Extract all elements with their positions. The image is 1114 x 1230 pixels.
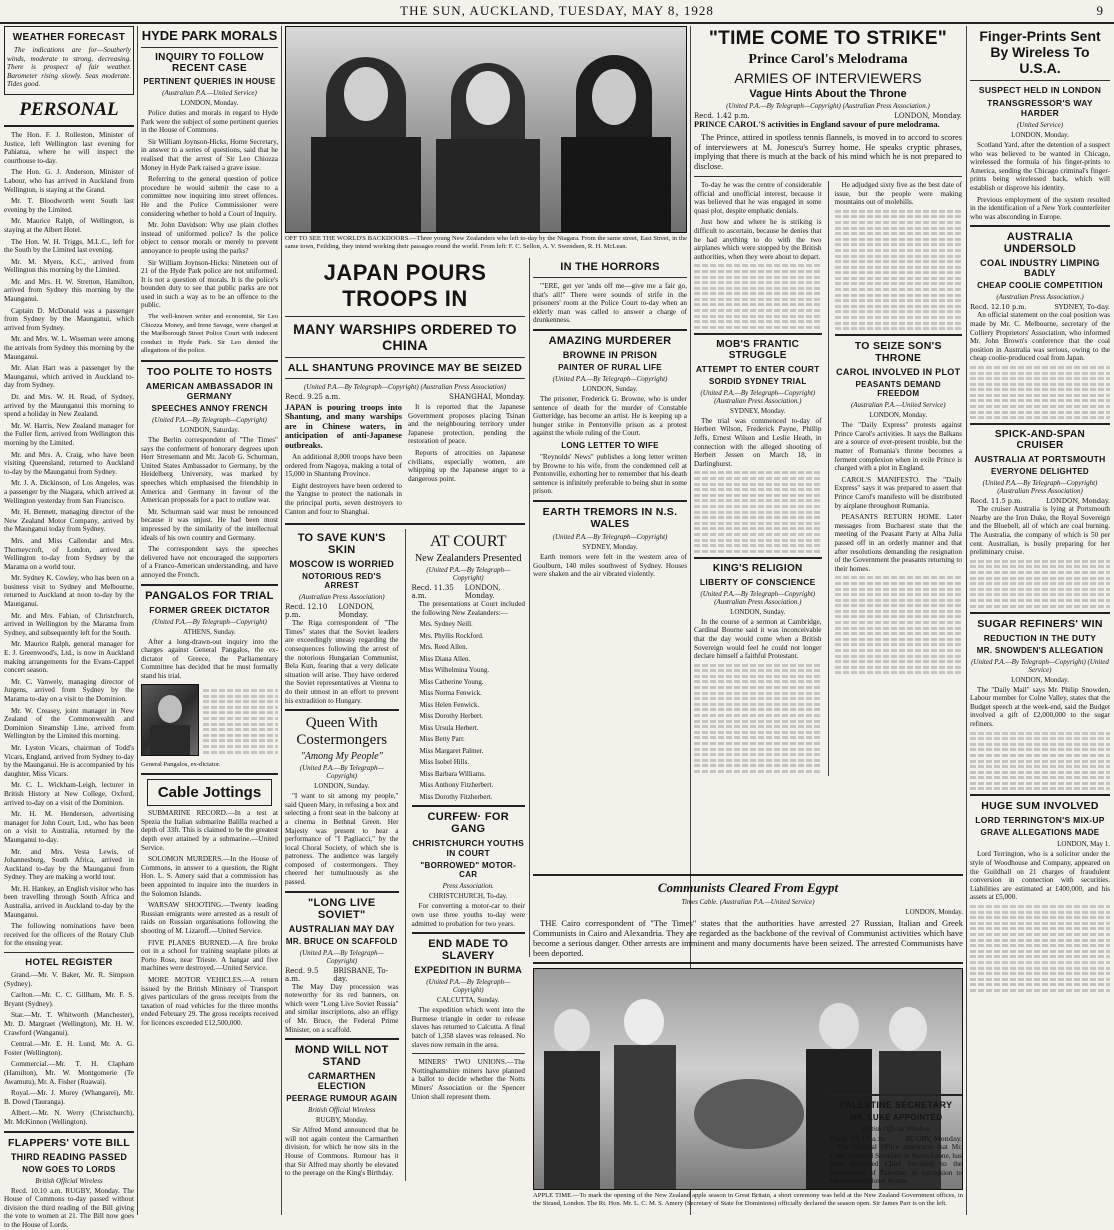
top-photo-block xyxy=(285,26,687,251)
flappers-credit: British Official Wireless xyxy=(35,1176,103,1185)
queen-credit: (United P.A.—By Telegraph—Copyright) xyxy=(299,764,384,781)
murderer-title: AMAZING MURDERER xyxy=(548,334,672,347)
sugar-text: The "Daily Mail" says Mr. Philip Snowden, Labour member for Colne Valley, states that the Budget speech at the week-end, said the Budget involved a gift of £2,000,000 to the sugar refiners. xyxy=(970,685,1110,728)
personal-item: Mr. Alan Hart was a passenger by the Maunganui, which arrived in Auckland to-day from Sydney. xyxy=(4,364,134,390)
palestine-article xyxy=(830,1090,962,1189)
personal-item: Mr. H. Hankey, an English visitor who has been travelling through South Africa and Australia, arrived in Auckland to-day by the Maunganui. xyxy=(4,884,134,919)
court-name: Miss Betty Parr. xyxy=(419,735,465,744)
personal-item: Mr. Maurice Ralph, general manager for E. J. Greenwood's, Ltd., is now in Auckland making arrangements for the Evans-Cappel concert season. xyxy=(4,640,134,675)
court-name: Mrs. Sydney Neill. xyxy=(419,620,473,629)
court-name: Miss Wilhelmina Young. xyxy=(419,666,490,675)
cruiser-recd: Recd. 11.5 p.m. xyxy=(970,497,1023,506)
hyde-paragraph: Sir William Joynson-Hicks, Home Secretary, in answer to a series of questions, said that he realised that the arrest of Sir Leo Chiozza Money in Hyde Park raised a grave issue. xyxy=(141,137,278,172)
palestine-credit: British Official Wireless xyxy=(862,1125,930,1133)
finger-dateline: LONDON, Monday. xyxy=(1011,131,1069,139)
mob-title: MOB'S FRANTIC STRUGGLE xyxy=(716,338,800,361)
jotting-item: SOLOMON MURDERS.—In the House of Commons, in answer to a question, the Right Hon. L. S. Amery said that a commission has been appointed to inquire into the murders in the Solomon Islands. xyxy=(141,855,278,898)
personal-item: Mr. and Mrs. W. L. Wiseman were among the arrivals from Sydney this morning by the Maunganui. xyxy=(4,335,134,361)
japan-dateline: SHANGHAI, Monday. xyxy=(449,393,525,401)
queen-dateline: LONDON, Sunday. xyxy=(314,782,370,791)
earth-title: EARTH TREMORS IN N.S. WALES xyxy=(542,505,678,530)
sugar-dateline: LONDON, Monday. xyxy=(1011,675,1069,684)
curfew-dateline: CHRISTCHURCH, To-day. xyxy=(429,892,508,901)
carol-title: TO SEIZE SON'S THRONE xyxy=(854,340,942,365)
japan-recd: Recd. 9.25 a.m. xyxy=(285,393,341,401)
flappers-text: Recd. 10.10 a.m. RUGBY, Monday. The House of Commons to-day passed without division the third reading of the Bill giving the vote to women at 21. The Bill now goes to the House of Lords. xyxy=(4,1186,134,1229)
sugar-title: SUGAR REFINERS' WIN xyxy=(977,617,1103,630)
mond-text: Sir Alfred Mond announced that he will not again contest the Carmarthen division, for which he now sits in the House of Commons. Rumour has it that Sir Alfred may shortly be elevated to the peerage on the King's Birthday. xyxy=(285,1126,399,1178)
slavery-dateline: CALCUTTA, Sunday. xyxy=(436,996,500,1005)
sugar-credit: (United P.A.—By Telegraph—Copyright) (United Service) xyxy=(971,657,1109,674)
king-text: In the course of a sermon at Cambridge, Cardinal Bourne said it was inconceivable that the day would come when a British Sovereign would feel he could not longer declare himself a faithful Protestant. xyxy=(694,617,822,661)
finger-paragraph: Scotland Yard, after the detention of a suspect who was believed to be wanted in Chicago, wirelessed the formula of his finger-prints to America, sending the Chicago criminal's finger-prints being wirelessed back, which will establish or disprove his identity. xyxy=(970,141,1110,192)
carol-paragraph: PEASANTS RETURN HOME. Later messages from Bucharest state that the meeting of the Peasant Party at Alba Julia passed off in an orderly manner and that after resolutions demanding the resignation of the Government the peasants returning to their homes. xyxy=(834,513,962,573)
palestine-dateline: RUGBY, Monday. xyxy=(905,1135,962,1143)
murderer-text: The prisoner, Frederick G. Browne, who is under sentence of death for the murder of Constable Gutteridge, has become an artist. He is keeping up a hunger strike in Pentonville prison as a protest against the whole ruling of the Court. xyxy=(533,394,687,438)
time-come-article xyxy=(694,26,962,866)
personal-item: Captain D. McDonald was a passenger from Sydney by the Maunganui, which arrived from Sydney. xyxy=(4,306,134,332)
king-sub: LIBERTY OF CONSCIENCE xyxy=(699,576,816,587)
personal-item: Mr. Sydney K. Cowley, who has been on a business visit to Sydney and Melbourne, returned to Auckland at noon to-day by the Maunganui. xyxy=(4,574,134,609)
jotting-item: SUBMARINE RECORD.—In a test at Spezia the Italian submarine Balilla reached a depth of 33ft. This is claimed to be the greatest depth ever attained by a submarine.—United Service. xyxy=(141,809,278,852)
huge-text: Lord Terrington, who is a solicitor under the style of Woodhouse and Company, appeared on the Guildhall on 21 charges of fraudulent conversion in connection with securities. Liabilities are estimated at £400,000, and his assets at £5,000. xyxy=(970,850,1110,902)
miners-text: MINERS' TWO UNIONS.—The Nottinghamshire miners have planned a ballot to decide whether the Notts Miners' Association or the Spencer Union shall represent them. xyxy=(411,1058,525,1101)
top-photo-caption: OFF TO SEE THE WORLD'S BACKDOORS.—Three young New Zealanders who left to-day by the Niagara. From the same street, East Street, in the same town, Feilding, they intend working their passages round the world. From left: F. C. Sellon, A. V. Swendsen, R. H. McLean. xyxy=(285,235,687,250)
aus-text: An official statement on the coal position was made by Mr. C. Melbourne, secretary of the Colliery Proprietors' Association, who informed Mr. John Brown's conference that the coal position in Australia was serious, owing to the cheap coolie-produced coal from Japan. xyxy=(970,311,1110,363)
horrors-title: IN THE HORRORS xyxy=(560,261,660,273)
personal-item: Mr. H. Bennett, managing director of the New Zealand Motor Company, arrived by the Maunganui today from Sydney. xyxy=(4,508,134,534)
slavery-text: The expedition which went into the Burmese triangle in order to release slaves has returned to Calcutta. A final batch of 1,358 slaves was released. No slaves now remain in the area. xyxy=(411,1006,525,1049)
time-lead: PRINCE CAROL'S activities in England savour of pure melodrama. xyxy=(694,120,940,129)
murderer-sub2: PAINTER OF RURAL LIFE xyxy=(558,362,662,372)
polite-title: TOO POLITE TO HOSTS xyxy=(146,366,273,379)
japan-paragraph: An additional 8,000 troops have been ordered from Nagoya, making a total of 15,000 in Shantung Province. xyxy=(285,453,402,479)
time-paragraph: To-day he was the centre of considerable official and unofficial interest, because it was believed that he was engaged in some quasi plot, despite emphatic denials. xyxy=(694,180,822,215)
masthead-title: THE SUN, AUCKLAND, TUESDAY, MAY 8, 1928 xyxy=(400,3,714,18)
flappers-title: FLAPPERS' VOTE BILL xyxy=(8,1136,130,1149)
hyde-sub2: PERTINENT QUERIES IN HOUSE xyxy=(143,77,276,86)
time-sub2: ARMIES OF INTERVIEWERS xyxy=(734,70,922,86)
polite-sub: AMERICAN AMBASSADOR IN GERMANY xyxy=(145,381,274,402)
court-name: Miss Anthony Fitzherbert. xyxy=(419,781,494,790)
finger-title: Finger-Prints Sent By Wireless To U.S.A. xyxy=(979,28,1101,76)
aus-recd: Recd. 12.10 p.m. xyxy=(970,303,1027,312)
column-rule xyxy=(137,26,138,1215)
communists-credit: Times Cable. (Australian P.A.—United Service) xyxy=(681,898,815,906)
court-name: Miss Isobel Hills. xyxy=(419,758,470,767)
hotel-entry: Carlton.—Mr. C. C. Gillham, Mr. F. S. Bryant (Sydney). xyxy=(4,991,134,1008)
hyde-dateline: LONDON, Monday. xyxy=(180,99,239,107)
cable-jottings-title: Cable Jottings xyxy=(157,784,262,802)
court-name: Mrs. Phyllis Rockford. xyxy=(419,631,484,640)
japan-paragraph: Reports of atrocities on Japanese civilians, especially women, are whipping up the Japanese anger to a dangerous point. xyxy=(408,448,525,483)
polite-paragraph: The Berlin correspondent of "The Times" says the conferment of honorary degrees upon Herr Stresemann and Mr. Jacob G. Schurman, United States Ambassador to Germany, by the Heidelberg University, was marked by speeches which emphasised the friendship in America and Germany in favour of the American proposals for a pact to outlaw war. xyxy=(141,436,278,505)
letter-text: "Reynolds' News" publishes a long letter written by Browne to his wife, from the condemned cell at Pentonville, exhorting her to remember that his death sentence is infinitely preferable to being shut in some prison. xyxy=(533,452,687,496)
column-1 xyxy=(4,26,134,1229)
time-title: "TIME COME TO STRIKE" xyxy=(708,28,948,49)
personal-item: Mr. and Mrs. H. W. Stretton, Hamilton, arrived from Sydney this morning by the Maunganui. xyxy=(4,277,134,304)
huge-dateline: LONDON, May 1. xyxy=(1057,840,1110,849)
personal-item: The Hon. W. H. Triggs, M.L.C., left for the South by the Limited last evening. xyxy=(4,237,134,255)
pangalos-portrait xyxy=(141,684,199,756)
japan-credit: (United P.A.—By Telegraph—Copyright) (Australian Press Association) xyxy=(303,383,507,391)
column-rule xyxy=(281,26,282,1215)
weather-title: WEATHER FORECAST xyxy=(12,32,126,43)
carol-sub: CAROL INVOLVED IN PLOT xyxy=(836,367,961,378)
hotel-entry: Central.—Mr. E. H. Lund, Mr. A. G. Foster (Wellington). xyxy=(4,1040,134,1057)
jotting-item: FIVE PLANES BURNED.—A fire broke out in a school for training seaplane pilots at Porto Rose, near Trieste. A hangar and five machines were destroyed.—United Service. xyxy=(141,938,278,973)
sugar-sub2: MR. SNOWDEN'S ALLEGATION xyxy=(976,645,1104,655)
carol-sub2: PEASANTS DEMAND FREEDOM xyxy=(855,380,941,399)
huge-title: HUGE SUM INVOLVED xyxy=(981,800,1099,813)
personal-item: Mr. Lyston Vicars, chairman of Todd's Vicars, England, arrived from Sydney to-day by the Maunganui. He is accompanied by his daughter, Miss Vicars. xyxy=(4,743,134,778)
kun-recd: Recd. 12.10 p.m. xyxy=(285,603,328,620)
court-recd: Recd. 11.35 a.m. xyxy=(411,584,454,601)
earth-dateline: SYDNEY, Monday. xyxy=(582,542,638,551)
court-name: Miss Margaret Palmer. xyxy=(419,746,484,755)
court-dateline: LONDON, Monday. xyxy=(464,584,501,601)
aus-credit: (Australian Press Association.) xyxy=(996,293,1084,302)
soviet-text: The May Day procession was noteworthy for its red banners, on which were "Long Live Soviet Russia" and similar inscriptions, also an effigy of Mr. Bruce, the Federal Prime Minister, on a scaffold. xyxy=(285,982,399,1034)
pangalos-credit: (United P.A.—By Telegraph—Copyright) xyxy=(152,617,267,626)
column-3 xyxy=(285,258,525,1215)
time-paragraph: The Prince, attired in spotless tennis flannels, is moved in to accord to scores of interviewers at M. Jonescu's Surrey home. He speaks cryptic phrases, implying that there is much at the back of his mind which he is not prepared to disclose. xyxy=(694,132,962,172)
time-sub3: Vague Hints About the Throne xyxy=(749,88,907,100)
hyde-title: HYDE PARK MORALS xyxy=(141,28,278,43)
hotel-entry: Star.—Mr. T. Whitworth (Manchester), Mr. D. Margraet (Wellington), Mr. H. W. Crawford (Wanganui). xyxy=(4,1011,134,1037)
aus-sub2: CHEAP COOLIE COMPETITION xyxy=(977,281,1103,291)
column-rule xyxy=(966,26,967,1215)
time-credit: (United P.A.—By Telegraph—Copyright) (Australian Press Association.) xyxy=(726,102,930,110)
court-name: Miss Norma Fenwick. xyxy=(419,689,482,698)
flappers-sub2: NOW GOES TO LORDS xyxy=(22,1164,116,1174)
hyde-paragraph: Referring to the general question of police procedure he would submit the case to a committee now inquiring into street offences. He and the Police Commissioner were considering whether to hold a Court of Inquiry. xyxy=(141,175,278,218)
polite-credit: (United P.A.—By Telegraph—Copyright) xyxy=(152,416,267,425)
soviet-title: "LONG LIVE SOVIET" xyxy=(308,896,376,921)
personal-item: Mrs. and Miss Callendar and Mrs. Thorneycroft, of London, arrived at Wellington to-day from Sydney by the Marama on a world tour. xyxy=(4,536,134,571)
court-title: AT COURT xyxy=(429,533,507,551)
aus-sub: COAL INDUSTRY LIMPING BADLY xyxy=(980,258,1100,279)
mond-title: MOND WILL NOT STAND xyxy=(294,1044,389,1069)
jotting-item: WARSAW SHOOTING.—Twenty leading Russian emigrants were arrested as a result of raids on Russian organisations following the shooting of M. Lizaroff.—United Service. xyxy=(141,901,278,935)
polite-paragraph: The correspondent says the speeches delivered have not encouraged the supporters of a Franco-American understanding, and have annoyed the French. xyxy=(141,545,278,579)
court-name: Miss Barbara Williams. xyxy=(419,769,486,778)
time-recd: Recd. 1.42 p.m. xyxy=(694,112,750,120)
personal-item: The Hon. F. J. Rolleston, Minister of Justice, left Wellington last evening for Pahiatua, where he will inspect the courthouse to-day. xyxy=(4,130,134,165)
finger-credit: (United Service) xyxy=(1016,121,1064,129)
hyde-paragraph: Sir William Joynson-Hicks: Nineteen out of 21 of the Hyde Park police are not uniformed. It is not a question of morals. It is the police's bounden duty to see that public parks are not used in such a way as to be an offence to the public. xyxy=(141,258,278,310)
japan-paragraph: It is reported that the Japanese Government proposes placing Tsinan and the neighbouring territory under Japanese protection, pending the restoration of peace. xyxy=(408,403,525,446)
hyde-paragraph: The well-known writer and economist, Sir Leo Chiozza Money, and Irene Savage, were charged at the Marlborough Street Police Court with indecent conduct in Hyde Park. Sir Leo denied the allegations of the police. xyxy=(141,313,278,355)
personal-item: The Hon. G. J. Anderson, Minister of Labour, who has arrived in Auckland from Wellington, is staying at the Grand. xyxy=(4,168,134,194)
hotel-entry: Royal.—Mr. J. Morey (Whangarei), Mr. B. Dowd (Tauranga). xyxy=(4,1089,134,1106)
curfew-credit: Press Association. xyxy=(442,882,494,891)
aus-title: AUSTRALIA UNDERSOLD xyxy=(1003,231,1077,256)
mob-dateline: SYDNEY, Monday. xyxy=(729,406,786,415)
murderer-sub: BROWNE IN PRISON xyxy=(562,349,658,360)
court-name: Miss Dorothy Fitzherbert. xyxy=(419,792,493,801)
mond-sub2: PEERAGE RUMOUR AGAIN xyxy=(286,1094,398,1104)
column-6 xyxy=(970,26,1110,1215)
cruiser-title: SPICK-AND-SPAN CRUISER xyxy=(994,429,1086,452)
personal-item: Mr. T. Bloodworth went South last evening by the Limited. xyxy=(4,197,134,214)
soviet-sub: AUSTRALIAN MAY DAY xyxy=(288,923,395,934)
hyde-sub: INQUIRY TO FOLLOW RECENT CASE xyxy=(155,52,264,74)
personal-item: Mr. H. M. Henderson, advertising manager for John Court, Ltd., who has been on a visit to Australia, returned by the Maunganui to-day. xyxy=(4,810,134,844)
court-name: Miss Ursula Herbert. xyxy=(419,723,479,732)
personal-item: Dr. and Mrs. W. H. Read, of Sydney, arrived by the Maunganui this morning to spend a holiday in New Zealand. xyxy=(4,393,134,419)
sugar-sub: REDUCTION IN THE DUTY xyxy=(983,632,1097,643)
curfew-text: For converting a motor-car to their own use three youths to-day were admitted to probation for two years. xyxy=(411,902,525,928)
personal-item: Mr. C. Vanwely, managing director of Jurgens, arrived from Sydney by the Marama to-day on a visit to the Dominion. xyxy=(4,677,134,703)
finger-paragraph: Previous employment of the system resulted in the identification of a New York counterfeiter who was absconding in Europe. xyxy=(970,195,1110,221)
japan-sub2: ALL SHANTUNG PROVINCE MAY BE SEIZED xyxy=(287,362,523,374)
hyde-paragraph: Mr. John Davidson: Why use plain clothes instead of uniformed police? Is the police object to censor morals or merely to prevent annoyance to people using the parks? xyxy=(141,221,278,255)
personal-item: Mr. C. L. Wickham-Leigh, lecturer in British History at New College, Oxford, arrived to-day on a visit of the Dominion. xyxy=(4,781,134,807)
murderer-credit: (United P.A.—By Telegraph—Copyright) xyxy=(552,374,668,383)
cruiser-credit: (United P.A.—By Telegraph—Copyright) (Australian Press Association) xyxy=(982,479,1098,496)
court-intro: The presentations at Court included the following New Zealanders:— xyxy=(411,600,525,617)
kun-sub2: NOTORIOUS RED'S ARREST xyxy=(302,572,382,591)
carol-dateline: LONDON, Monday. xyxy=(869,411,928,420)
palestine-title: PALESTINE SECRETARY xyxy=(839,1100,953,1110)
personal-list xyxy=(4,131,134,948)
kun-title: TO SAVE KUN'S SKIN xyxy=(297,532,386,557)
column-2 xyxy=(141,26,278,1215)
polite-sub2: SPEECHES ANNOY FRENCH xyxy=(151,404,268,414)
mob-sub: ATTEMPT TO ENTER COURT xyxy=(695,363,820,374)
horrors-text: "'ERE, get yer 'ands off me—give me a fair go, that's all!" There were sounds of strife in the prisoners' room at the Police Court to-day when an elderly man was called to answer a charge of drunkenness. xyxy=(533,282,687,325)
kun-sub: MOSCOW IS WORRIED xyxy=(289,559,395,570)
personal-item: Mr. and Mrs. A. Craig, who have been visiting Queensland, returned to Auckland to-day by the Maunganui from Sydney. xyxy=(4,450,134,476)
jotting-item: MORE MOTOR VEHICLES.—A return issued by the British Ministry of Transport gives particulars of the gross receipts from the taxation of road vehicles for the three months ended February 29. The gross receipts received for licences exceeded £12,500,000. xyxy=(141,975,278,1027)
personal-item: Mr. W. Creasey, joint manager in New Zealand of the Commonwealth and Dominion Steamship Line, arrived from Wellington by the Limited this morning. xyxy=(4,706,134,741)
cruiser-text: The cruiser Australia is lying at Portsmouth Nearby are the Iron Duke, the Royal Sovereign and the Bluebell, all of which are coal burning. The Australia, the company of which is 50 per cent. Australian, is busily preparing for her preliminary cruise. xyxy=(970,505,1110,557)
pangalos-title: PANGALOS FOR TRIAL xyxy=(145,589,274,602)
polite-dateline: LONDON, Saturday. xyxy=(179,426,240,435)
personal-item: The following nominations have been received for the officers of the Rotary Club for the ensuing year. xyxy=(4,922,134,948)
time-paragraph: Just how and where he is striking is difficult to ascertain, because he denies that he had anything to do with the two airplanes which were stopped by the British authorities, when they were about to depart. xyxy=(694,218,822,261)
mob-credit: (United P.A.—By Telegraph—Copyright) (Australian Press Association.) xyxy=(700,388,816,405)
court-sub: New Zealanders Presented xyxy=(414,553,522,565)
personal-item: Mr. J. A. Dickinson, of Los Angeles, was a passenger by the Niagara, which arrived at Wellington yesterday from San Francisco. xyxy=(4,479,134,505)
mond-credit: British Official Wireless xyxy=(308,1106,376,1115)
soviet-recd: Recd. 9.5 a.m. xyxy=(285,966,319,983)
palestine-text: The Colonial Office announces that Mr. Luke, Colonial Secretary in Sierra Leone, has been appointed Chief Secretary to the Government of Palestine, in succession to Lieutenant-Colonel Symes. xyxy=(830,1143,962,1186)
court-name: Miss Dorothy Herbert. xyxy=(419,712,484,721)
hyde-paragraph: Police duties and morals in regard to Hyde Park were the subject of some pertinent queries in the House of Commons. xyxy=(141,109,278,135)
time-sub: Prince Carol's Melodrama xyxy=(748,52,908,67)
page-number: 9 xyxy=(1096,3,1104,18)
japan-title: JAPAN POURS TROOPS IN xyxy=(323,260,487,311)
time-paragraph: He adjudged sixty five as the best date of issue, but the people were making mountains out of molehills. xyxy=(834,180,962,207)
mond-dateline: RUGBY, Monday. xyxy=(315,1116,368,1125)
curfew-sub2: "BORROWED" MOTOR-CAR xyxy=(420,861,517,880)
cable-jottings-box xyxy=(147,779,272,806)
hotel-entry: Albert.—Mr. N. Werry (Christchurch), Mr. McKinnon (Wellington). xyxy=(4,1109,134,1126)
personal-item: Mr. M. Myers, K.C., arrived from Wellington this morning by the Limited. xyxy=(4,257,134,275)
huge-sub2: GRAVE ALLEGATIONS MADE xyxy=(980,828,1100,838)
personal-item: Mr. and Mrs. Fabian, of Christchurch, arrived in Wellington by the Marama from Sydney, and subsequently left for the South. xyxy=(4,611,134,637)
queen-text: "I want to sit among my people," said Queen Mary, in refusing a box and selecting a front seat in the balcony at a cinema in Bethnal Green. Her Majesty was present to hear a performance of "I Pagliacci," by the local Choral Society, of which she is patroness. The audience was largely composed of costermongers. They cheered her tumultuously as she passed. xyxy=(285,792,399,887)
japan-sub: MANY WARSHIPS ORDERED TO CHINA xyxy=(293,321,517,353)
finger-sub2: TRANSGRESSOR'S WAY HARDER xyxy=(987,98,1093,118)
court-credit: (United P.A.—By Telegraph—Copyright) xyxy=(426,566,511,583)
column-rule xyxy=(529,258,530,957)
earth-text: Earth tremors were felt in the western area of Goulburn, 140 miles southwest of Sydney. Houses were shaken and the air vibrated violently. xyxy=(533,552,687,579)
kun-credit: (Australian Press Association) xyxy=(298,593,385,602)
polite-paragraph: Mr. Schurman said war must be renounced because it was unjust. He had been most impressed by the similarity of the intellectual ideals of his own country and Germany. xyxy=(141,507,278,542)
three-men-photo xyxy=(285,26,687,233)
court-name: Mrs. Reed Allen. xyxy=(419,643,468,652)
kun-dateline: LONDON, Monday. xyxy=(338,603,375,620)
murderer-dateline: LONDON, Sunday. xyxy=(582,384,638,393)
letter-title: LONG LETTER TO WIFE xyxy=(561,440,659,450)
king-dateline: LONDON, Sunday. xyxy=(730,607,786,616)
soviet-sub2: MR. BRUCE ON SCAFFOLD xyxy=(285,936,398,946)
column-4 xyxy=(533,258,687,957)
court-name: Miss Catherine Young. xyxy=(419,677,484,686)
soviet-credit: (United P.A.—By Telegraph—Copyright) xyxy=(299,948,384,965)
slavery-title: END MADE TO SLAVERY xyxy=(428,938,509,963)
masthead xyxy=(0,0,1114,24)
curfew-sub: CHRISTCHURCH YOUTHS IN COURT xyxy=(412,838,525,859)
huge-sub: LORD TERRINGTON'S MIX-UP xyxy=(975,815,1105,826)
soviet-dateline: BRISBANE, To-day. xyxy=(333,966,388,983)
queen-title: Queen With Costermongers xyxy=(296,715,388,749)
kun-text: The Riga correspondent of "The Times" states that the Soviet leaders are exceedingly uneasy regarding the consequences following the arrest of the notorious Hungarian Communist, Bela Kun, fearing that a very delicate situation will arise. They have ordered the Soviet representatives at Vienna to do their utmost in an effort to prevent his extradition to Hungary. xyxy=(285,619,399,705)
communists-box xyxy=(533,870,963,961)
cruiser-dateline: LONDON, Monday. xyxy=(1046,497,1110,506)
japan-paragraph: Eight destroyers have been ordered to the Yangtse to protect the nationals in the principal ports, seven destroyers to Canton and four to Shanghai. xyxy=(285,481,402,516)
pangalos-dateline: ATHENS, Sunday. xyxy=(183,627,236,636)
curfew-title: CURFEW· FOR GANG xyxy=(427,811,509,836)
finger-sub: SUSPECT HELD IN LONDON xyxy=(978,85,1102,95)
communists-text: THE Cairo correspondent of "The Times" states that the authorities have arrested 27 Russian, Italian and Greek Communists in Cairo and Alexandria. They are regarded as the backbone of the revival of Communist activities which have become a serious danger. Other arrests are imminent and many documents have been seized. The arrested Communists have been deported. xyxy=(533,918,963,958)
carol-paragraph: The "Daily Express" protests against Prince Carol's activities. It says the Balkans are a source of ever-present trouble, but the matter of Rumania's throne becomes a ferment complexion when in exile Prince is charged with a plot in England. xyxy=(834,421,962,473)
court-name: Miss Helen Fenwick. xyxy=(419,700,480,709)
slavery-sub: EXPEDITION IN BURMA xyxy=(414,965,523,976)
mond-sub: CARMARTHEN ELECTION xyxy=(308,1071,376,1092)
carol-credit: (Australian P.A.—United Service) xyxy=(850,401,946,410)
flappers-sub: THIRD READING PASSED xyxy=(10,1151,128,1162)
palestine-recd: Recd. 10.10 a.m. xyxy=(830,1135,887,1143)
weather-text: The indications are for—Southerly winds, moderate to strong, decreasing. There is prospect of fair weather. Barometer rising slowly. Seas moderate. Tides good. xyxy=(7,46,131,89)
apple-photo-caption: APPLE TIME.—To mark the opening of the New Zealand apple season in Great Britain, a short ceremony was held at the New Zealand Government offices, in the Strand, London. The Rt. Hon. Mr. L. C. M. S. Amery (Secretary of State for Dominions) officially declared the season open. Sir James Parr is on the left. xyxy=(533,1192,963,1207)
mob-sub2: SORDID SYDNEY TRIAL xyxy=(708,376,807,386)
personal-item: Mr. and Mrs. Vesta Lewis, of Johannesburg, South Africa, arrived in Auckland to-day by the Maunganui from Sydney. They are making a world tour. xyxy=(4,847,134,882)
hotel-entry: Grand.—Mr. V. Baker, Mr. R. Simpson (Sydney). xyxy=(4,971,134,988)
hotel-register-title: HOTEL REGISTER xyxy=(25,957,113,969)
communists-title: Communists Cleared From Egypt xyxy=(657,880,839,895)
king-credit: (United P.A.—By Telegraph—Copyright) (Australian Press Association.) xyxy=(700,589,816,606)
japan-lead: JAPAN is pouring troops into Shantung, and many warships are in Chinese waters, in anticipation of anti-Japanese outbreaks. xyxy=(285,403,402,450)
court-name: Miss Diana Allen. xyxy=(419,654,471,663)
hotel-entry: Commercial.—Mr. T. H. Clapham (Hamilton), Mr. W. Montgomerie (Te Awamutu), Mr. A. Fisher (Ruawai). xyxy=(4,1060,134,1086)
time-dateline: LONDON, Monday. xyxy=(894,112,962,120)
personal-item: Mr. Maurice Ralph, of Wellington, is staying at the Albert Hotel. xyxy=(4,217,134,234)
communists-dateline: LONDON, Monday. xyxy=(905,908,963,916)
pangalos-text: After a long-drawn-out inquiry into the charges against General Pangalos, the ex-dictator of Greece, the Parliamentary Committee has decided that he must formally stand his trial. xyxy=(141,637,278,680)
aus-dateline: SYDNEY, To-day. xyxy=(1054,303,1110,312)
pangalos-sub: FORMER GREEK DICTATOR xyxy=(149,604,270,615)
cruiser-sub2: EVERYONE DELIGHTED xyxy=(990,467,1089,477)
king-title: KING'S RELIGION xyxy=(712,562,803,574)
mob-text: The trial was commenced to-day of Herbert Wilson, Frederick Payne, Phillip Jeffs, Ernest Wilson and Leslie Heath, in connection with the alleged shooting of Herbert Jessen on March 18, in Darlinghurst. xyxy=(694,416,822,468)
earth-credit: (United P.A.—By Telegraph—Copyright) xyxy=(552,532,668,541)
weather-box xyxy=(4,26,134,95)
palestine-sub: MR. LUKE APPOINTED xyxy=(849,1113,943,1122)
cruiser-sub: AUSTRALIA AT PORTSMOUTH xyxy=(974,454,1106,465)
hyde-credit: (Australian P.A.—United Service) xyxy=(162,89,257,97)
personal-title: PERSONAL xyxy=(19,98,119,120)
queen-sub: "Among My People" xyxy=(300,751,383,763)
pangalos-caption: General Pangalos, ex-dictator. xyxy=(141,761,221,769)
slavery-credit: (United P.A.—By Telegraph—Copyright) xyxy=(426,978,511,995)
carol-paragraph: CAROL'S MANIFESTO. The "Daily Express" says it was prepared to assert that Prince Carol's manifesto will be distributed by airplane throughout Rumania. xyxy=(834,475,962,510)
personal-item: Mr. W. Harris, New Zealand manager for the Fuller firm, arrived from Wellington this morning by the Limited. xyxy=(4,421,134,447)
